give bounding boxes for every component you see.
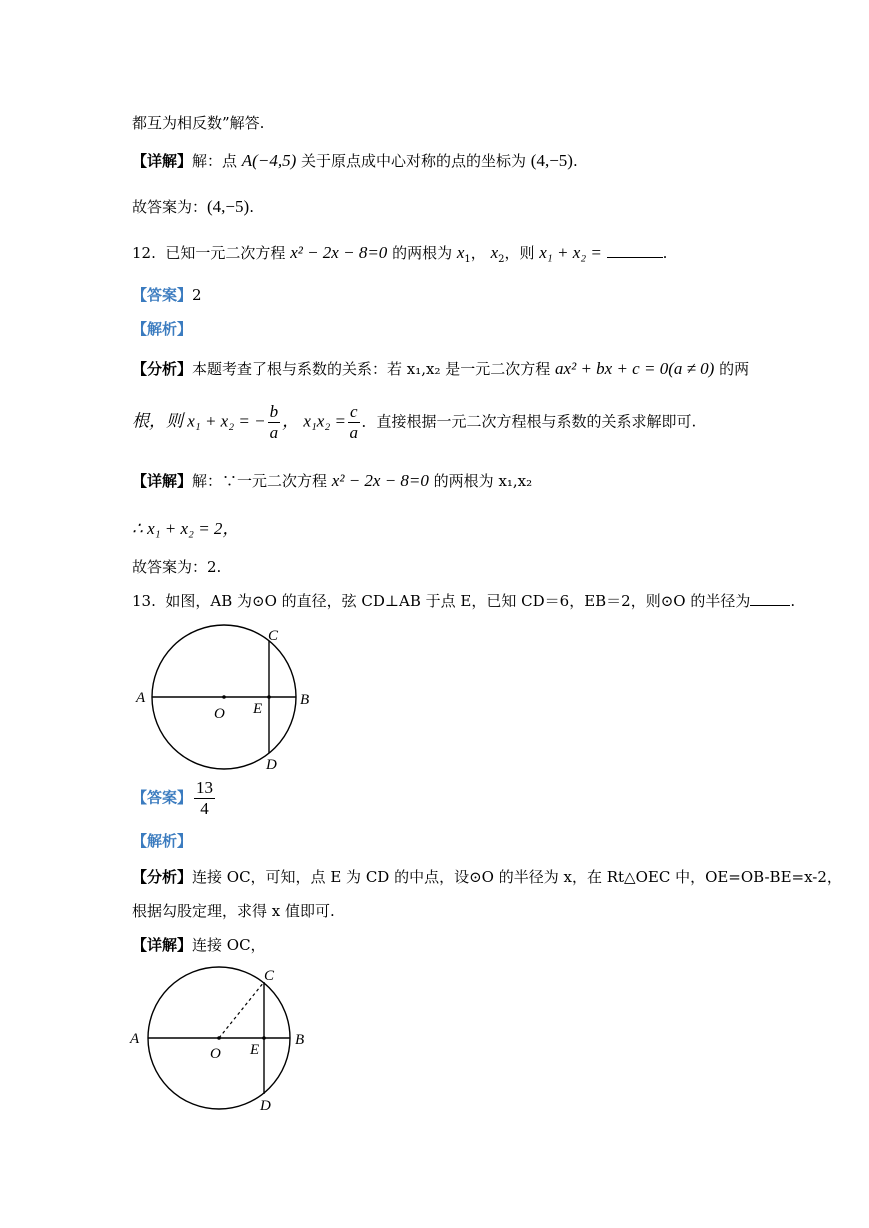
- comma: ，: [470, 244, 486, 262]
- answer-tag: 【答案】: [132, 286, 193, 304]
- answer-13: [132, 778, 217, 819]
- label-d: D: [260, 1098, 271, 1114]
- label-b: B: [295, 1032, 305, 1048]
- question-pre: 已知一元二次方程: [165, 244, 291, 262]
- label-o: O: [214, 706, 225, 722]
- label-a: A: [130, 1031, 140, 1047]
- question-end: .: [662, 244, 668, 262]
- equation: x² − 2x − 8=0: [331, 471, 429, 490]
- analysis-end: 的两: [714, 360, 750, 378]
- analysis-tag-13: 【解析】: [132, 832, 193, 850]
- analysis-tag: 【分析】: [132, 868, 193, 886]
- result-point: (4,−5): [530, 151, 573, 170]
- analysis-text: 本题考查了根与系数的关系：若 x₁,x₂ 是一元二次方程: [192, 360, 556, 378]
- analysis-text: 连接 OC，可知，点 E 为 CD 的中点，设⊙O 的半径为 x，在 Rt△OEC 中，OE=OB-BE=x-2，: [192, 868, 842, 886]
- root-x2: x: [490, 243, 499, 262]
- detail-mid: 关于原点成中心对称的点的坐标为: [296, 152, 531, 170]
- answer-12: [132, 284, 202, 305]
- product-formula: ， x₁x₂ =: [282, 411, 346, 431]
- answer-line-12: 故答案为：2.: [132, 558, 222, 576]
- point-e: [267, 695, 271, 699]
- question-13: [132, 590, 795, 611]
- fraction-b-a: [268, 402, 281, 443]
- fraction-den: 4: [200, 799, 209, 818]
- segment-oc: [219, 982, 264, 1038]
- question-mid: 的两根为: [387, 244, 457, 262]
- detail-text: 解：∵一元二次方程: [192, 472, 332, 490]
- detail-end: .: [572, 152, 578, 170]
- fraction-den: a: [349, 423, 358, 442]
- root-x1-sub: 1: [464, 254, 471, 265]
- analysis-12: [132, 358, 749, 379]
- general-equation: ax² + bx + c = 0(a ≠ 0): [555, 359, 715, 378]
- fraction-num: b: [269, 402, 279, 421]
- text-line-1: 都互为相反数”解答.: [132, 114, 265, 132]
- question-end: .: [790, 592, 796, 610]
- detail-tag: 【详解】: [132, 472, 193, 490]
- question-number: 12.: [132, 244, 156, 262]
- answer-end: .: [249, 198, 254, 216]
- point-o: [217, 1036, 221, 1040]
- question-mid2: ，则: [504, 244, 540, 262]
- label-c: C: [264, 968, 275, 984]
- answer-pre: 故答案为：: [132, 198, 208, 216]
- fraction-num: 13: [196, 778, 214, 797]
- point-e: [262, 1036, 266, 1040]
- root-x2-sub: 2: [498, 254, 505, 265]
- analysis-tag-12: 【解析】: [132, 320, 193, 338]
- label-o: O: [210, 1046, 221, 1062]
- detail-pre: 解：点: [192, 152, 242, 170]
- circle-figure-1: [128, 620, 328, 775]
- equation: x² − 2x − 8=0: [290, 243, 388, 262]
- fraction-den: a: [269, 423, 279, 442]
- circle-figure-2: [124, 964, 324, 1116]
- point-o: [222, 695, 226, 699]
- label-c: C: [268, 628, 279, 644]
- answer-blank: [750, 591, 790, 606]
- detail-13: [132, 934, 266, 955]
- detail-line-1: [132, 150, 578, 171]
- fraction-num: c: [349, 402, 358, 421]
- detail-text: 连接 OC，: [192, 936, 266, 954]
- detail-tag: 【详解】: [132, 152, 193, 170]
- answer-blank: [607, 243, 663, 258]
- analysis-end: ．直接根据一元二次方程根与系数的关系求解即可.: [361, 412, 697, 431]
- root-x1: x: [456, 243, 465, 262]
- sum-formula: 根，则 x₁ + x₂ = −: [132, 411, 266, 431]
- detail-end: 的两根为 x₁,x₂: [428, 472, 533, 490]
- question-number: 13.: [132, 592, 156, 610]
- analysis-tag: 【分析】: [132, 360, 193, 378]
- label-a: A: [136, 690, 146, 706]
- answer-line-11: [132, 196, 254, 217]
- label-e: E: [253, 701, 263, 717]
- therefore-line: ∴ x₁ + x₂ = 2，: [132, 519, 240, 538]
- detail-tag: 【详解】: [132, 936, 193, 954]
- answer-tag: 【答案】: [132, 788, 193, 807]
- point-a: A(−4,5): [241, 151, 297, 170]
- label-e: E: [250, 1042, 260, 1058]
- question-12: [132, 242, 667, 265]
- sum-expr: x₁ + x₂ =: [539, 243, 602, 262]
- detail-12: [132, 470, 532, 491]
- fraction-c-a: [348, 402, 360, 443]
- answer-fraction: [194, 778, 215, 819]
- label-d: D: [266, 757, 277, 773]
- answer-value: (4,−5): [207, 197, 250, 216]
- label-b: B: [300, 692, 310, 708]
- analysis-13: [132, 866, 842, 887]
- answer-value: 2: [192, 286, 202, 304]
- analysis-12-line2: [132, 402, 696, 443]
- question-text: 如图，AB 为⊙O 的直径，弦 CD⊥AB 于点 E，已知 CD＝6，EB＝2，则⊙O 的半径为: [165, 592, 751, 610]
- analysis-13-line2: 根据勾股定理，求得 x 值即可.: [132, 902, 335, 920]
